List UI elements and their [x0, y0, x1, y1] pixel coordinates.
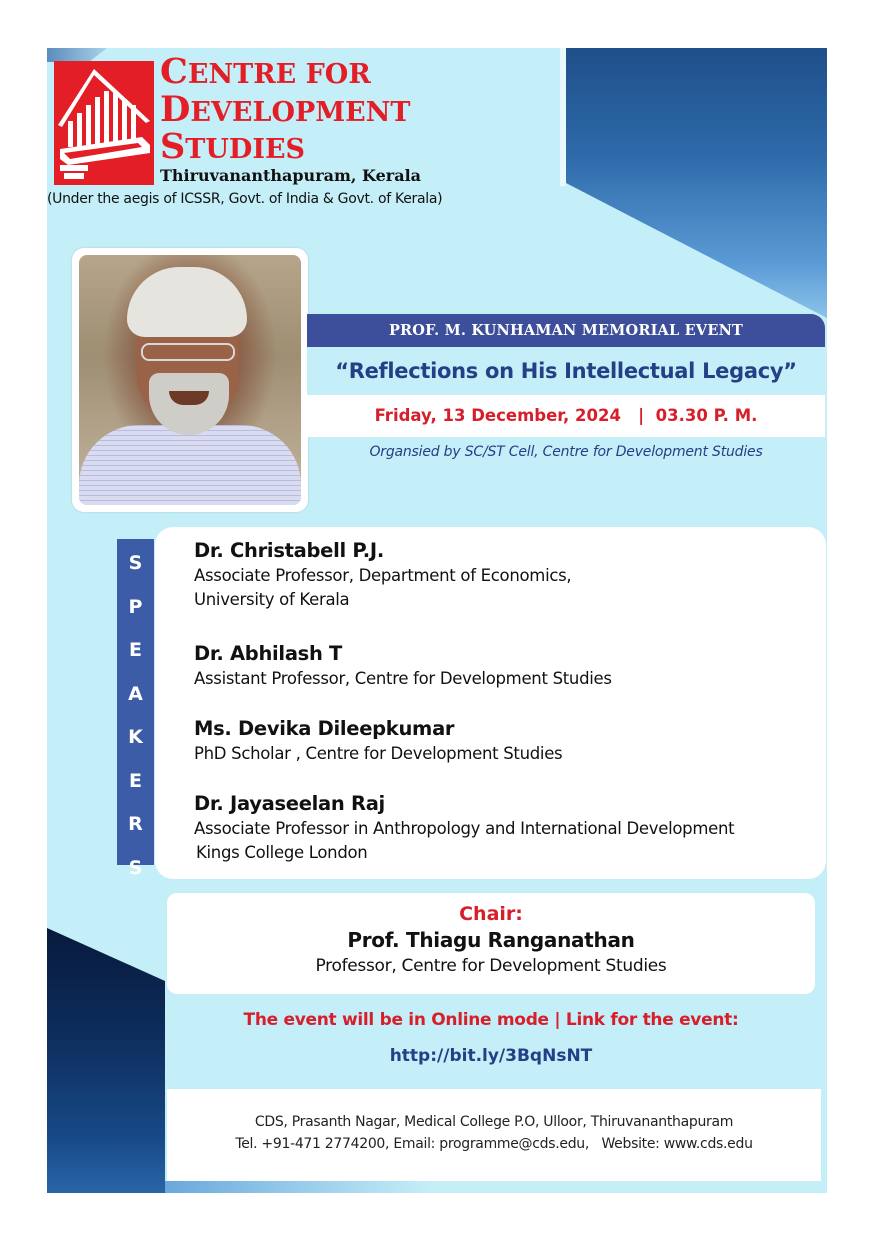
- speaker-item: [194, 716, 562, 766]
- speaker-name: Dr. Abhilash T: [194, 642, 343, 665]
- speaker-name: Dr. Christabell P.J.: [194, 539, 384, 562]
- chair-role: Professor, Centre for Development Studies: [315, 956, 667, 976]
- org-name-line-1: CENTRE FOR: [160, 51, 371, 92]
- speaker-affiliation: Kings College London: [196, 843, 368, 862]
- speaker-role: Associate Professor, Department of Economics,: [194, 566, 572, 585]
- chair-card: [167, 893, 815, 994]
- speaker-affiliation: University of Kerala: [194, 590, 350, 609]
- speakers-vertical-label: S P E A K E R S: [117, 539, 154, 865]
- event-title-band: [307, 347, 825, 395]
- event-poster: [47, 48, 827, 1193]
- event-datetime: Friday, 13 December, 2024 | 03.30 P. M.: [374, 406, 758, 425]
- speaker-role: Associate Professor in Anthropology and International Development: [194, 819, 735, 838]
- org-name-line-2: DEVELOPMENT: [160, 89, 411, 130]
- speaker-role: PhD Scholar , Centre for Development Studies: [194, 744, 563, 763]
- decorative-strip: [47, 48, 107, 62]
- cds-logo-icon: [54, 61, 154, 185]
- decorative-panel-bottom-left: [47, 928, 165, 1193]
- chair-name: Prof. Thiagu Ranganathan: [347, 928, 635, 952]
- event-datetime-band: [307, 395, 825, 437]
- org-name-line-3: STUDIES: [160, 126, 306, 167]
- footer-contact: Tel. +91-471 2774200, Email: programme@cds.edu, Website: www.cds.edu: [235, 1136, 753, 1152]
- chair-label: Chair:: [459, 903, 523, 925]
- footer-address: CDS, Prasanth Nagar, Medical College P.O, Ulloor, Thiruvananthapuram: [254, 1114, 734, 1130]
- event-link[interactable]: http://bit.ly/3BqNsNT: [389, 1046, 593, 1066]
- event-banner-text: PROF. M. KUNHAMAN MEMORIAL EVENT: [388, 322, 744, 339]
- decorative-bottom-strip: [165, 1181, 827, 1193]
- portrait-photo: [79, 255, 301, 505]
- event-banner: [307, 314, 825, 347]
- online-mode-note: The event will be in Online mode | Link for the event:: [243, 1010, 739, 1030]
- speaker-item: [194, 538, 571, 612]
- speaker-name: Dr. Jayaseelan Raj: [194, 792, 385, 815]
- decorative-edge: [560, 48, 566, 186]
- speaker-role: Assistant Professor, Centre for Development Studies: [194, 669, 612, 688]
- speaker-item: [194, 791, 734, 865]
- organised-by: Organsied by SC/ST Cell, Centre for Development Studies: [369, 444, 763, 460]
- portrait-frame: [72, 248, 308, 512]
- event-title: “Reflections on His Intellectual Legacy”: [335, 359, 797, 383]
- footer-contact-card: [167, 1089, 821, 1181]
- speaker-name: Ms. Devika Dileepkumar: [194, 717, 455, 740]
- decorative-panel-top-right: [566, 48, 827, 318]
- org-location: Thiruvananthapuram, Kerala: [160, 166, 422, 185]
- speaker-item: [194, 641, 612, 691]
- org-aegis: (Under the aegis of ICSSR, Govt. of India & Govt. of Kerala): [47, 191, 443, 207]
